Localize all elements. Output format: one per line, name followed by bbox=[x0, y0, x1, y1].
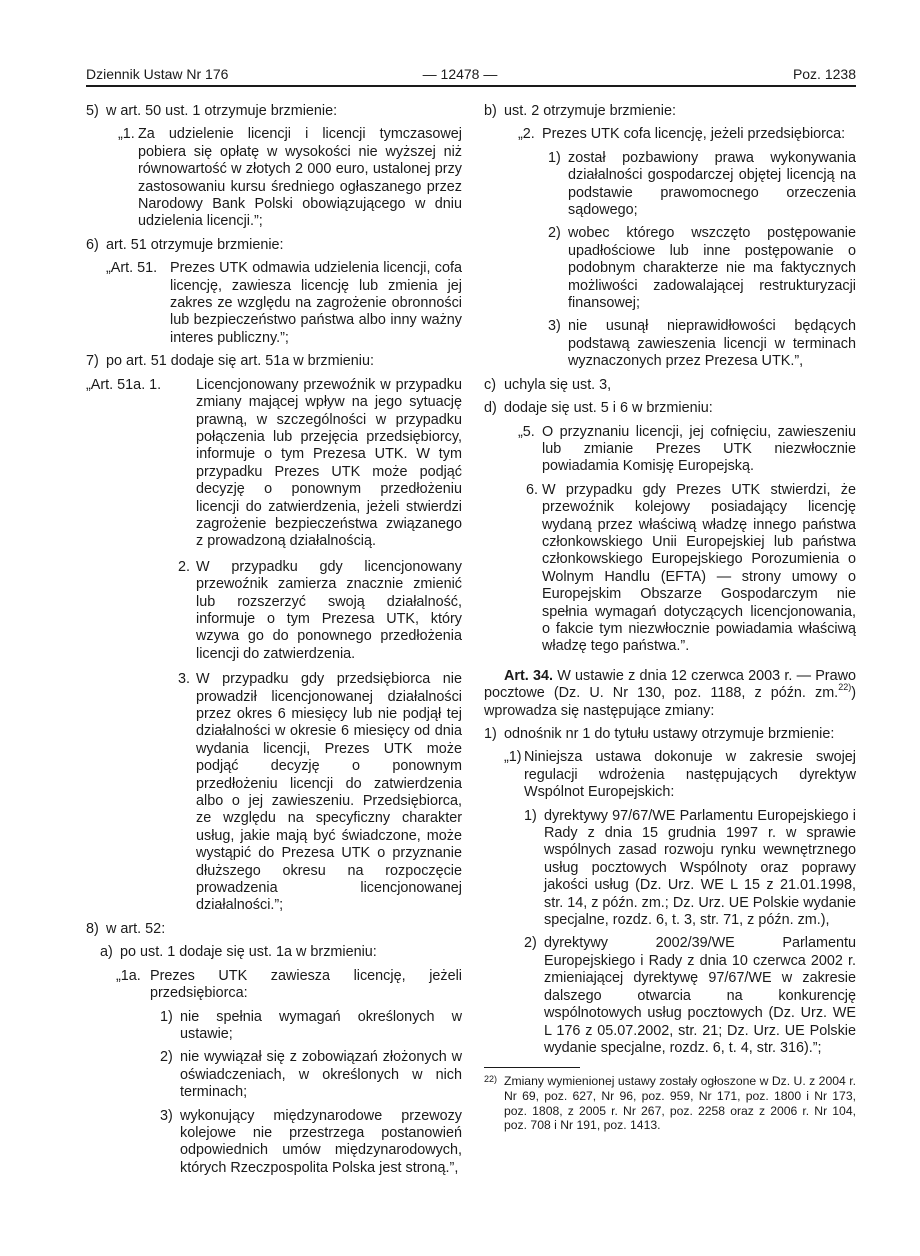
footnote-rule bbox=[484, 1067, 580, 1068]
list-item: „5. O przyznaniu licencji, jej cofnięciu, zawieszeniu lub zmianie Prezes UTK niezwłocznie powiadamia Komisję Europejską. bbox=[518, 423, 856, 475]
list-item: 6) art. 51 otrzymuje brzmienie: bbox=[86, 236, 284, 253]
list-item: 7) po art. 51 dodaje się art. 51a w brzmieniu: bbox=[86, 353, 374, 370]
list-item: 1) odnośnik nr 1 do tytułu ustawy otrzymuje brzmienie: bbox=[484, 726, 835, 742]
header-rule bbox=[86, 85, 856, 87]
list-item: „1a. Prezes UTK zawiesza licencję, jeżeli przedsiębiorca: bbox=[116, 967, 462, 1002]
left-column bbox=[86, 103, 462, 1183]
list-item: 6. W przypadku gdy Prezes UTK stwierdzi, że przewoźnik kolejowy posiadający licencję wydaną przez właściwą władzę innego państwa członkowskiego Unii Europejskiej lub państwa członkowskiego Europejskiego Porozumienia o Wolnym Handlu (EFTA) — strony umowy o Europejskim Obszarze Gospodarczym nie spełnia wymagań dotyczących licencjonowania, o fakcie tym niezwłocznie powiadamia właściwą władzę tego państwa.”. bbox=[526, 481, 856, 655]
list-item: „1) Niniejsza ustawa dokonuje w zakresie swojej regulacji wdrożenia następujących dyrektyw Wspólnot Europejskich: bbox=[504, 749, 856, 801]
list-item: „2. Prezes UTK cofa licencję, jeżeli przedsiębiorca: bbox=[518, 126, 846, 143]
list-item: 1) nie spełnia wymagań określonych w ustawie; bbox=[160, 1008, 462, 1042]
position-number: Poz. 1238 bbox=[792, 66, 856, 82]
list-item: 2. W przypadku gdy licencjonowany przewoźnik zamierza znacznie zmienić lub rozszerzyć swoją działalność, informuje o tym Prezesa UTK, który wzywa go do ponownego przedłożenia licencji do zatwierdzenia. bbox=[178, 558, 462, 662]
list-item: 2) dyrektywy 2002/39/WE Parlamentu Europejskiego i Rady z dnia 10 czerwca 2002 r. zmieniającej dyrektywę 97/67/WE w zakresie dalszego otwarcia na konkurencję wspólnotowych usług pocztowych (Dz. Urz. WE L 176 z 05.07.2002, str. 21; Dz. Urz. UE Polskie wydanie specjalne, rozdz. 6, t. 4, str. 316).”; bbox=[524, 935, 856, 1056]
list-item: a) po ust. 1 dodaje się ust. 1a w brzmieniu: bbox=[100, 944, 377, 961]
footnote-ref: 22) bbox=[838, 682, 852, 693]
footnote bbox=[484, 1074, 856, 1132]
footnote-text: Zmiany wymienionej ustawy zostały ogłoszone w Dz. U. z 2004 r. Nr 69, poz. 627, Nr 96, poz. 959, Nr 171, poz. 1800 i Nr 173, poz. 1808, z 2005 r. Nr 267, poz. 2258 oraz z 2006 r. Nr 104, poz. 708 i Nr 191, poz. 1413. bbox=[504, 1074, 856, 1133]
list-item: b) ust. 2 otrzymuje brzmienie: bbox=[484, 103, 676, 119]
list-item: c) uchyla się ust. 3, bbox=[484, 376, 612, 393]
list-item: 5) w art. 50 ust. 1 otrzymuje brzmienie: bbox=[86, 103, 338, 119]
list-item: 3) nie usunął nieprawidłowości będących podstawą zawieszenia licencji w terminach wyznaczonych przez Prezesa UTK.”, bbox=[548, 318, 856, 370]
list-item: 3. W przypadku gdy przedsiębiorca nie prowadził licencjonowanej działalności przez okres 6 miesięcy lub nie podjął tej działalności w okresie 6 miesięcy od dnia wydania licencji, Prezes UTK może podjąć decyzję o ponownym przedłożeniu licencji do zatwierdzenia albo o jej zawieszeniu. Przedsiębiorca, ze względu na specyficzny charakter usług, jakie mają być świadczone, może wystąpić do Prezesa UTK o przyznanie dłuższego okresu na rozpoczęcie prowadzenia licencjonowanej działalności.”; bbox=[178, 671, 462, 914]
journal-title: Dziennik Ustaw Nr 176 bbox=[86, 66, 229, 82]
footnote-label: 22) bbox=[484, 1074, 498, 1085]
list-item: d) dodaje się ust. 5 i 6 w brzmieniu: bbox=[484, 400, 713, 417]
right-column bbox=[484, 103, 856, 1133]
list-item: 8) w art. 52: bbox=[86, 920, 166, 937]
list-item: „Art. 51a. 1. Licencjonowany przewoźnik w przypadku zmiany mającej wpływ na jego sytuację prawną, w szczególności w przypadku połączenia lub przejęcia przedsiębiorcy, informuje o tym Prezesa UTK. W tym przypadku Prezes UTK może podjąć decyzję o ponownym przedłożeniu licencji do zatwierdzenia, jeżeli stwierdzi zagrożenie bezpieczeństwa związanego z prowadzoną działalnością. bbox=[86, 376, 462, 550]
list-item: 2) wobec którego wszczęto postępowanie upadłościowe lub inne postępowanie o podobnym charakterze nie ma faktycznych możliwości zadowalającej restrukturyzacji finansowej; bbox=[548, 225, 856, 312]
article-label: Art. 34. bbox=[504, 667, 554, 684]
list-item: „Art. 51. Prezes UTK odmawia udzielenia licencji, cofa licencję, zawiesza licencję lub zmienia jej zakres ze względu na zagrożenie obronności lub bezpieczeństwo państwa albo inny ważny interes publiczny.”; bbox=[106, 260, 462, 346]
list-item: 1) dyrektywy 97/67/WE Parlamentu Europejskiego i Rady z dnia 15 grudnia 1997 r. w sprawie wspólnych zasad rozwoju rynku wewnętrznego usług pocztowych Wspólnoty oraz poprawy jakości usług (Dz. Urz. WE L 15 z 21.01.1998, str. 14, z późn. zm.; Dz. Urz. UE Polskie wydanie specjalne, rozdz. 6, t. 3, str. 71, z późn. zm.), bbox=[524, 807, 856, 929]
list-item: 3) wykonujący międzynarodowe przewozy kolejowe nie przestrzega postanowień odpowiednich umów międzynarodowych, których Rzeczpospolita Polska jest stroną.”, bbox=[160, 1107, 462, 1176]
page-number: — 12478 — bbox=[422, 66, 498, 82]
list-item: 2) nie wywiązał się z zobowiązań złożonych w oświadczeniach, w określonych w nich terminach; bbox=[160, 1049, 462, 1101]
list-item: „1. Za udzielenie licencji i licencji tymczasowej pobiera się opłatę w wysokości nie wyższej niż równowartość w złotych 2 000 euro, ustalonej przy zastosowaniu kursu średniego ogłaszanego przez Narodowy Bank Polski obowiązującego w dniu udzielenia licencji.”; bbox=[118, 126, 462, 230]
list-item: 1) został pozbawiony prawa wykonywania działalności gospodarczej objętej licencją na podstawie prawomocnego orzeczenia sądowego; bbox=[548, 149, 856, 219]
article-paragraph: Art. 34. W ustawie z dnia 12 czerwca 2003 r. — Prawo pocztowe (Dz. U. Nr 130, poz. 1188, z późn. zm.$^{22)}$) wprowadza się następujące zmiany: bbox=[484, 667, 856, 719]
